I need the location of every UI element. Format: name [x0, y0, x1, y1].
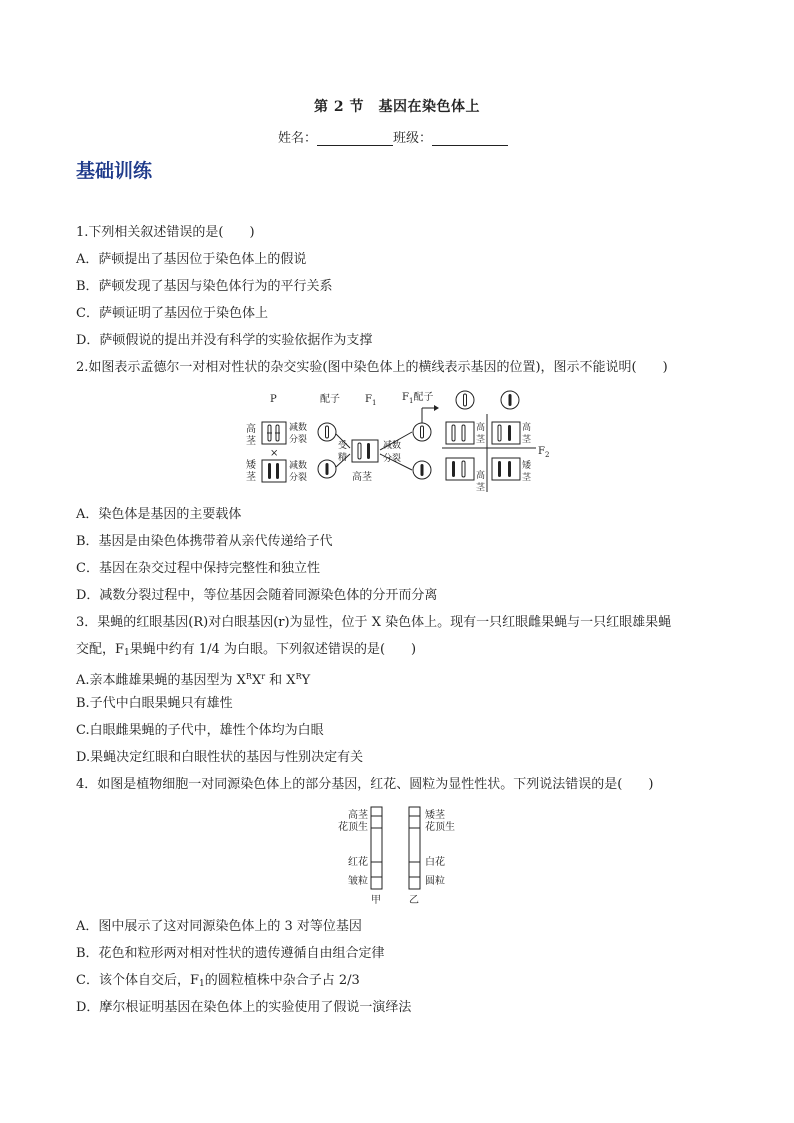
q4-option-d: D．摩尔根证明基因在染色体上的实验使用了假说一演绎法 — [76, 1000, 412, 1015]
gene-right-2: 花顶生 — [425, 822, 455, 833]
gene-right-4: 圆粒 — [425, 876, 445, 887]
svg-text:高: 高 — [522, 423, 532, 433]
svg-text:高: 高 — [476, 471, 486, 481]
label-f2: $F_2$ — [538, 446, 550, 459]
chromosome-left-label: 甲 — [371, 895, 381, 906]
cross-symbol: × — [270, 448, 279, 459]
gene-left-3: 红花 — [348, 857, 368, 868]
label-f1: $F_1$ — [365, 394, 377, 407]
q3-stem-line2: 交配，$F_1$果蝇中约有 1/4 为白眼。下列叙述错误的是( ) — [76, 642, 417, 658]
gene-left-4: 皱粒 — [348, 876, 368, 887]
q4-option-b: B．花色和粒形两对相对性状的遗传遵循自由组合定律 — [76, 946, 385, 961]
gene-right-1: 矮茎 — [425, 810, 445, 821]
q4-option-a: A．图中展示了这对同源染色体上的 3 对等位基因 — [76, 919, 362, 934]
q3-stem-line1: 3．果蝇的红眼基因(R)对白眼基因(r)为显性，位于 X 染色体上。现有一只红眼雌果蝇与一只红眼雄果蝇 — [76, 615, 672, 630]
q3-option-b: B.子代中白眼果蝇只有雄性 — [76, 696, 233, 711]
label-fert-bot: 精 — [338, 453, 348, 463]
svg-text:茎: 茎 — [476, 483, 486, 493]
q3-option-a: A.亲本雌雄果蝇的基因型为 $X^RX^r$ 和 $X^RY$ — [76, 672, 311, 688]
q1-option-a: A．萨顿提出了基因位于染色体上的假说 — [76, 252, 307, 267]
svg-text:矮: 矮 — [522, 461, 532, 471]
name-label: 姓名： — [278, 131, 318, 146]
gene-right-3: 白花 — [425, 857, 445, 868]
q3-option-c: C.白眼雌果蝇的子代中，雄性个体均为白眼 — [76, 723, 324, 738]
label-f1-tall: 高茎 — [352, 472, 372, 483]
label-dwarf-bot: 茎 — [246, 472, 256, 483]
label-tall-bot: 茎 — [246, 436, 256, 447]
name-field[interactable] — [317, 133, 393, 146]
svg-text:茎: 茎 — [522, 435, 532, 445]
svg-text:高: 高 — [476, 423, 486, 433]
class-field[interactable] — [432, 133, 508, 146]
chromosome-right-label: 乙 — [409, 895, 419, 906]
svg-text:茎: 茎 — [476, 435, 486, 445]
label-fert-top: 受 — [338, 441, 348, 451]
class-label: 班级： — [393, 131, 433, 146]
q2-option-a: A．染色体是基因的主要载体 — [76, 507, 242, 522]
f1-cell — [352, 440, 378, 462]
q2-option-d: D．减数分裂过程中，等位基因会随着同源染色体的分开而分离 — [76, 588, 438, 603]
q4-option-c: C．该个体自交后，$F_1$的圆粒植株中杂合子占 2/3 — [76, 973, 360, 989]
q4-stem: 4．如图是植物细胞一对同源染色体上的部分基因，红花、圆粒为显性性状。下列说法错误的是( ) — [76, 777, 654, 792]
label-tall-top: 高 — [246, 424, 256, 435]
gene-left-1: 高茎 — [348, 810, 368, 821]
q1-option-b: B．萨顿发现了基因与染色体行为的平行关系 — [76, 279, 333, 294]
chromosome-figure — [325, 804, 475, 908]
section-title: 基础训练 — [76, 160, 153, 182]
q1-option-c: C．萨顿证明了基因位于染色体上 — [76, 306, 268, 321]
page-title: 第 2 节 基因在染色体上 — [314, 99, 480, 115]
label-dwarf-top: 矮 — [246, 460, 256, 471]
q2-option-b: B．基因是由染色体携带着从亲代传递给子代 — [76, 534, 333, 549]
q1-stem: 1.下列相关叙述错误的是( ) — [76, 225, 255, 240]
label-meiosis-2a: 减数 — [289, 461, 308, 471]
label-meiosis-1a: 减数 — [289, 423, 308, 433]
label-meiosis-2b: 分裂 — [289, 473, 308, 483]
q3-option-d: D.果蝇决定红眼和白眼性状的基因与性别决定有关 — [76, 750, 364, 765]
gene-left-2: 花顶生 — [338, 822, 368, 833]
q2-stem: 2.如图表示孟德尔一对相对性状的杂交实验(图中染色体上的横线表示基因的位置)，图示不能说明( ) — [76, 360, 668, 375]
label-p: P — [270, 394, 277, 405]
q2-option-c: C．基因在杂交过程中保持完整性和独立性 — [76, 561, 320, 576]
label-meiosis-3b: 分裂 — [383, 454, 402, 464]
label-meiosis-3a: 减数 — [383, 441, 402, 451]
student-info-line — [278, 127, 508, 146]
svg-text:茎: 茎 — [522, 473, 532, 483]
mendel-cross-figure — [240, 388, 560, 494]
label-gamete: 配子 — [320, 394, 340, 405]
p-tall-cell — [262, 422, 286, 444]
label-meiosis-1b: 分裂 — [289, 435, 308, 445]
p-dwarf-cell — [262, 460, 286, 482]
label-f1-gamete: $F_1$配子 — [402, 392, 434, 405]
q1-option-d: D．萨顿假说的提出并没有科学的实验依据作为支撑 — [76, 333, 373, 348]
